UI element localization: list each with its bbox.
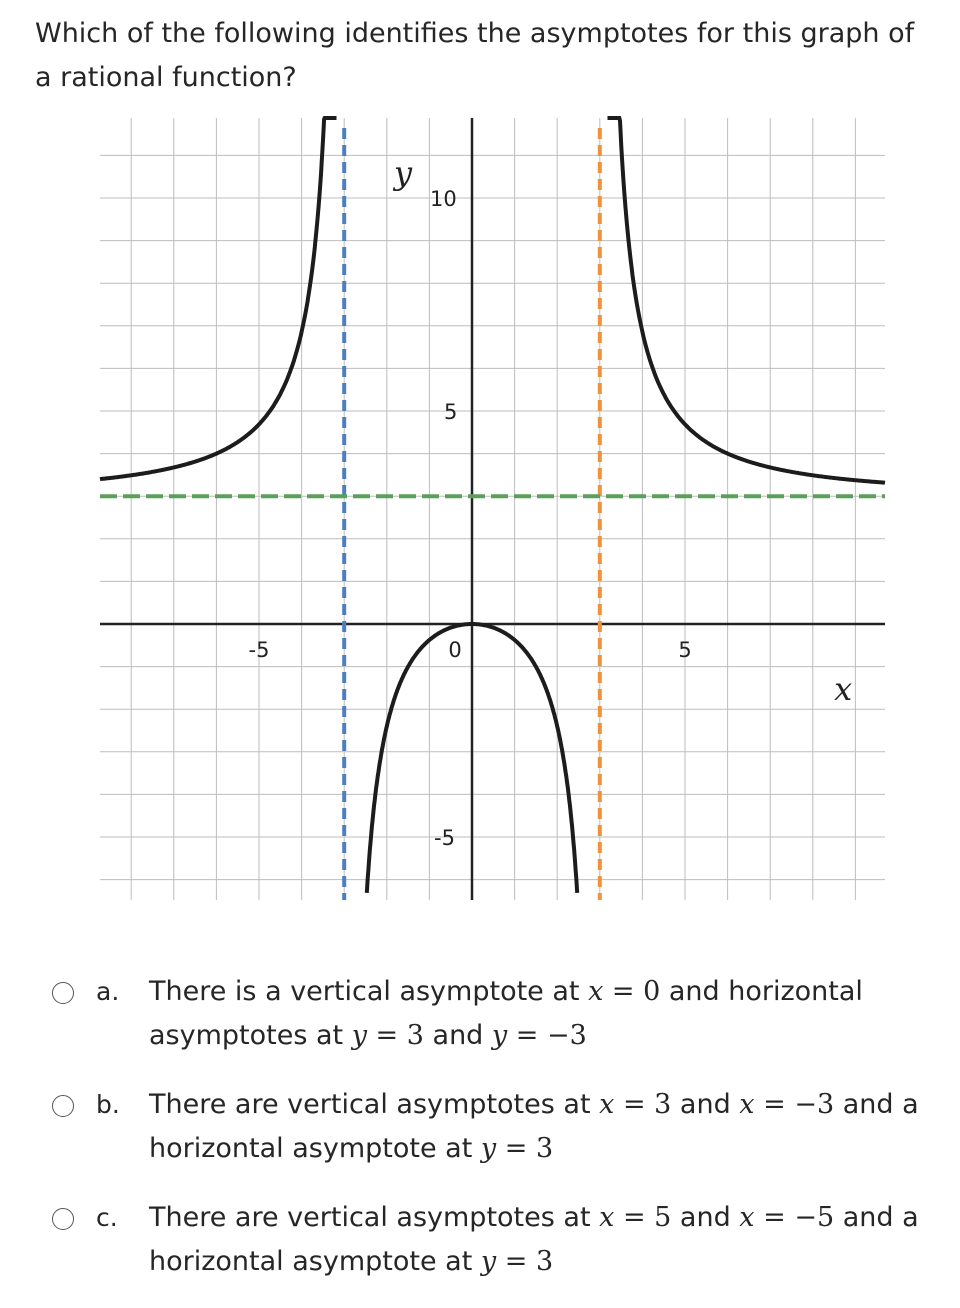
tick-label-y-5: 5 — [444, 400, 458, 424]
option-text: There are vertical asymptotes at x = 5 and x = −5 and a horizontal asymptote at y = 3 — [149, 1202, 919, 1277]
tick-label-origin: 0 — [448, 638, 462, 662]
question-text: Which of the following identifies the asymptotes for this graph of a rational function? — [35, 18, 915, 93]
option-letter: b. — [96, 1090, 120, 1119]
option-letter: c. — [96, 1203, 118, 1232]
radio-button-a[interactable] — [52, 982, 74, 1004]
tick-label-y-10: 10 — [430, 187, 457, 211]
curve-left-branch — [100, 118, 337, 479]
option-text: There is a vertical asymptote at x = 0 and horizontal asymptotes at y = 3 and y = −3 — [149, 976, 863, 1051]
tick-label-x-5: 5 — [678, 638, 692, 662]
tick-label-x-neg5: -5 — [248, 638, 270, 662]
x-axis-label: x — [834, 670, 853, 708]
curve-right-branch — [608, 118, 886, 483]
grid-lines — [100, 118, 885, 900]
tick-label-y-neg5: -5 — [434, 826, 455, 850]
option-b[interactable] — [52, 1083, 932, 1183]
option-c[interactable] — [52, 1196, 932, 1296]
y-axis-label: y — [394, 154, 413, 192]
option-a[interactable] — [52, 970, 932, 1070]
option-text: There are vertical asymptotes at x = 3 and x = −3 and a horizontal asymptote at y = 3 — [149, 1089, 919, 1164]
radio-button-c[interactable] — [52, 1208, 74, 1230]
option-letter: a. — [96, 977, 120, 1006]
radio-button-b[interactable] — [52, 1095, 74, 1117]
